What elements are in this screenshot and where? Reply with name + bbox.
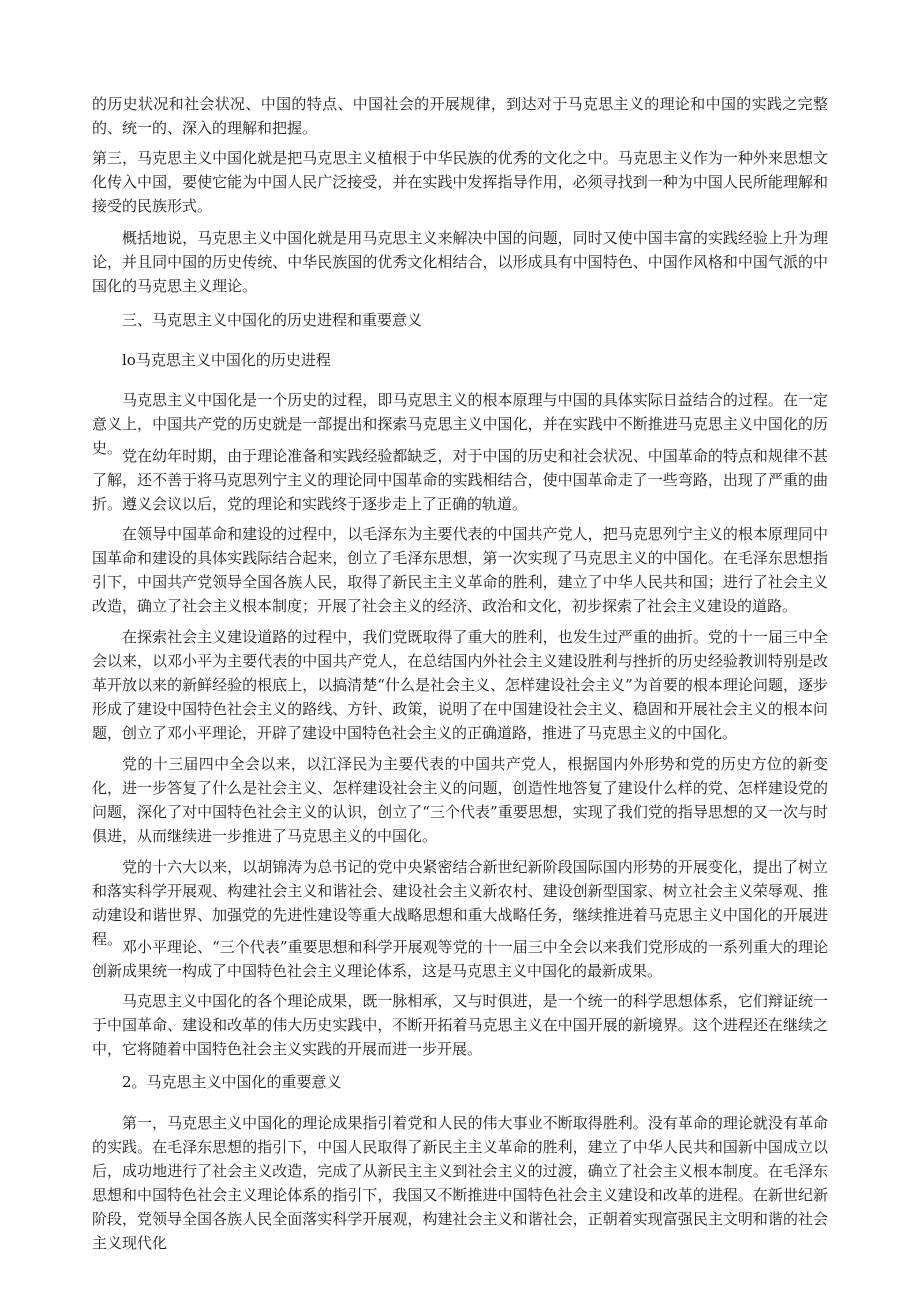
paragraph-11: 马克思主义中国化的各个理论成果，既一脉相承，又与时俱进，是一个统一的科学思想体系，它们辩证统一于中国革命、建设和改革的伟大历史实践中，不断开拓着马克思主义在中国开展的新境界。这个进程还在继续之中，它将随着中国特色社会主义实践的开展而进一步开展。 bbox=[92, 992, 828, 1058]
subsection-heading-2: 2。马克思主义中国化的重要意义 bbox=[122, 1073, 342, 1091]
paragraph-10: 邓小平理论、“三个代表”重要思想和科学开展观等党的十一届三中全会以来我们党形成的一系列重大的理论创新成果统一构成了中国特色社会主义理论体系，这是马克思主义中国化的最新成果。 bbox=[92, 938, 828, 980]
paragraph-3: 概括地说，马克思主义中国化就是用马克思主义来解决中国的问题，同时又使中国丰富的实践经验上升为理论，并且同中国的历史传统、中华民族国的优秀文化相结合，以形成具有中国特色、中国作风格和中国气派的中国化的马克思主义理论。 bbox=[92, 229, 828, 295]
document-page bbox=[92, 0, 828, 1301]
paragraph-9: 党的十六大以来，以胡锦涛为总书记的党中央紧密结合新世纪新阶段国际国内形势的开展变化，提出了树立和落实科学开展观、构建社会主义和谐社会、建设社会主义新农村、建设创新型国家、树立社会主义荣辱观、推动建设和谐世界、加强党的先进性建设等重大战略思想和重大战略任务，继续推进着马克思主义中国化的开展进程。 bbox=[92, 858, 828, 948]
paragraph-2: 第三，马克思主义中国化就是把马克思主义植根于中华民族的优秀的文化之中。马克思主义作为一种外来思想文化传入中国，要使它能为中国人民广泛接受，并在实践中发挥指导作用，必须寻找到一种为中国人民所能理解和接受的民族形式。 bbox=[92, 149, 828, 215]
paragraph-4: 马克思主义中国化是一个历史的过程，即马克思主义的根本原理与中国的具体实际日益结合的过程。在一定意义上，中国共产党的历史就是一部提出和探索马克思主义中国化，并在实践中不断推进马克思主义中国化的历史。 bbox=[92, 391, 828, 457]
section-heading: 三、马克思主义中国化的历史进程和重要意义 bbox=[122, 311, 423, 329]
paragraph-8: 党的十三届四中全会以来，以江泽民为主要代表的中国共产党人，根据国内外形势和党的历史方位的新变化，进一步答复了什么是社会主义、怎样建设社会主义的问题，创造性地答复了建设什么样的党、怎样建设党的问题，深化了对中国特色社会主义的认识，创立了“三个代表”重要思想，实现了我们党的指导思想的又一次与时俱进，从而继续进一步推进了马克思主义的中国化。 bbox=[92, 755, 828, 845]
paragraph-12: 第一，马克思主义中国化的理论成果指引着党和人民的伟大事业不断取得胜利。没有革命的理论就没有革命的实践。在毛泽东思想的指引下，中国人民取得了新民主主义革命的胜利，建立了中华人民共和国新中国成立以后，成功地进行了社会主义改造，完成了从新民主主义到社会主义的过渡，确立了社会主义根本制度。在毛泽东思想和中国特色社会主义理论体系的指引下，我国又不断推进中国特色社会主义建设和改革的进程。在新世纪新阶段，党领导全国各族人民全面落实科学开展观，构建社会主义和谐社会，正朝着实现富强民主文明和谐的社会主义现代化 bbox=[92, 1114, 828, 1252]
paragraph-5: 党在幼年时期，由于理论准备和实践经验都缺乏，对于中国的历史和社会状况、中国革命的特点和规律不甚了解，还不善于将马克思列宁主义的理论同中国革命的实践相结合，使中国革命走了一些弯路，出现了严重的曲折。遵义会议以后，党的理论和实践终于逐步走上了正确的轨道。 bbox=[92, 447, 828, 513]
paragraph-6: 在领导中国革命和建设的过程中，以毛泽东为主要代表的中国共产党人，把马克思列宁主义的根本原理同中国革命和建设的具体实践际结合起来，创立了毛泽东思想，第一次实现了马克思主义的中国化。在毛泽东思想指引下，中国共产党领导全国各族人民，取得了新民主主义革命的胜利，建立了中华人民共和国；进行了社会主义改造，确立了社会主义根本制度；开展了社会主义的经济、政治和文化，初步探索了社会主义建设的道路。 bbox=[92, 525, 828, 615]
paragraph-1: 的历史状况和社会状况、中国的特点、中国社会的开展规律，到达对于马克思主义的理论和中国的实践之完整的、统一的、深入的理解和把握。 bbox=[92, 95, 828, 137]
subsection-heading-1: lo马克思主义中国化的历史进程 bbox=[122, 351, 331, 369]
paragraph-7: 在探索社会主义建设道路的过程中，我们党既取得了重大的胜利，也发生过严重的曲折。党的十一届三中全会以来，以邓小平为主要代表的中国共产党人，在总结国内外社会主义建设胜利与挫折的历史经验教训特别是改革开放以来的新鲜经验的根底上，以搞清楚“什么是社会主义、怎样建设社会主义”为首要的根本理论问题，逐步形成了建设中国特色社会主义的路线、方针、政策，说明了在中国建设社会主义、稳固和开展社会主义的根本问题，创立了邓小平理论，开辟了建设中国特色社会主义的正确道路，推进了马克思主义的中国化。 bbox=[92, 628, 828, 742]
